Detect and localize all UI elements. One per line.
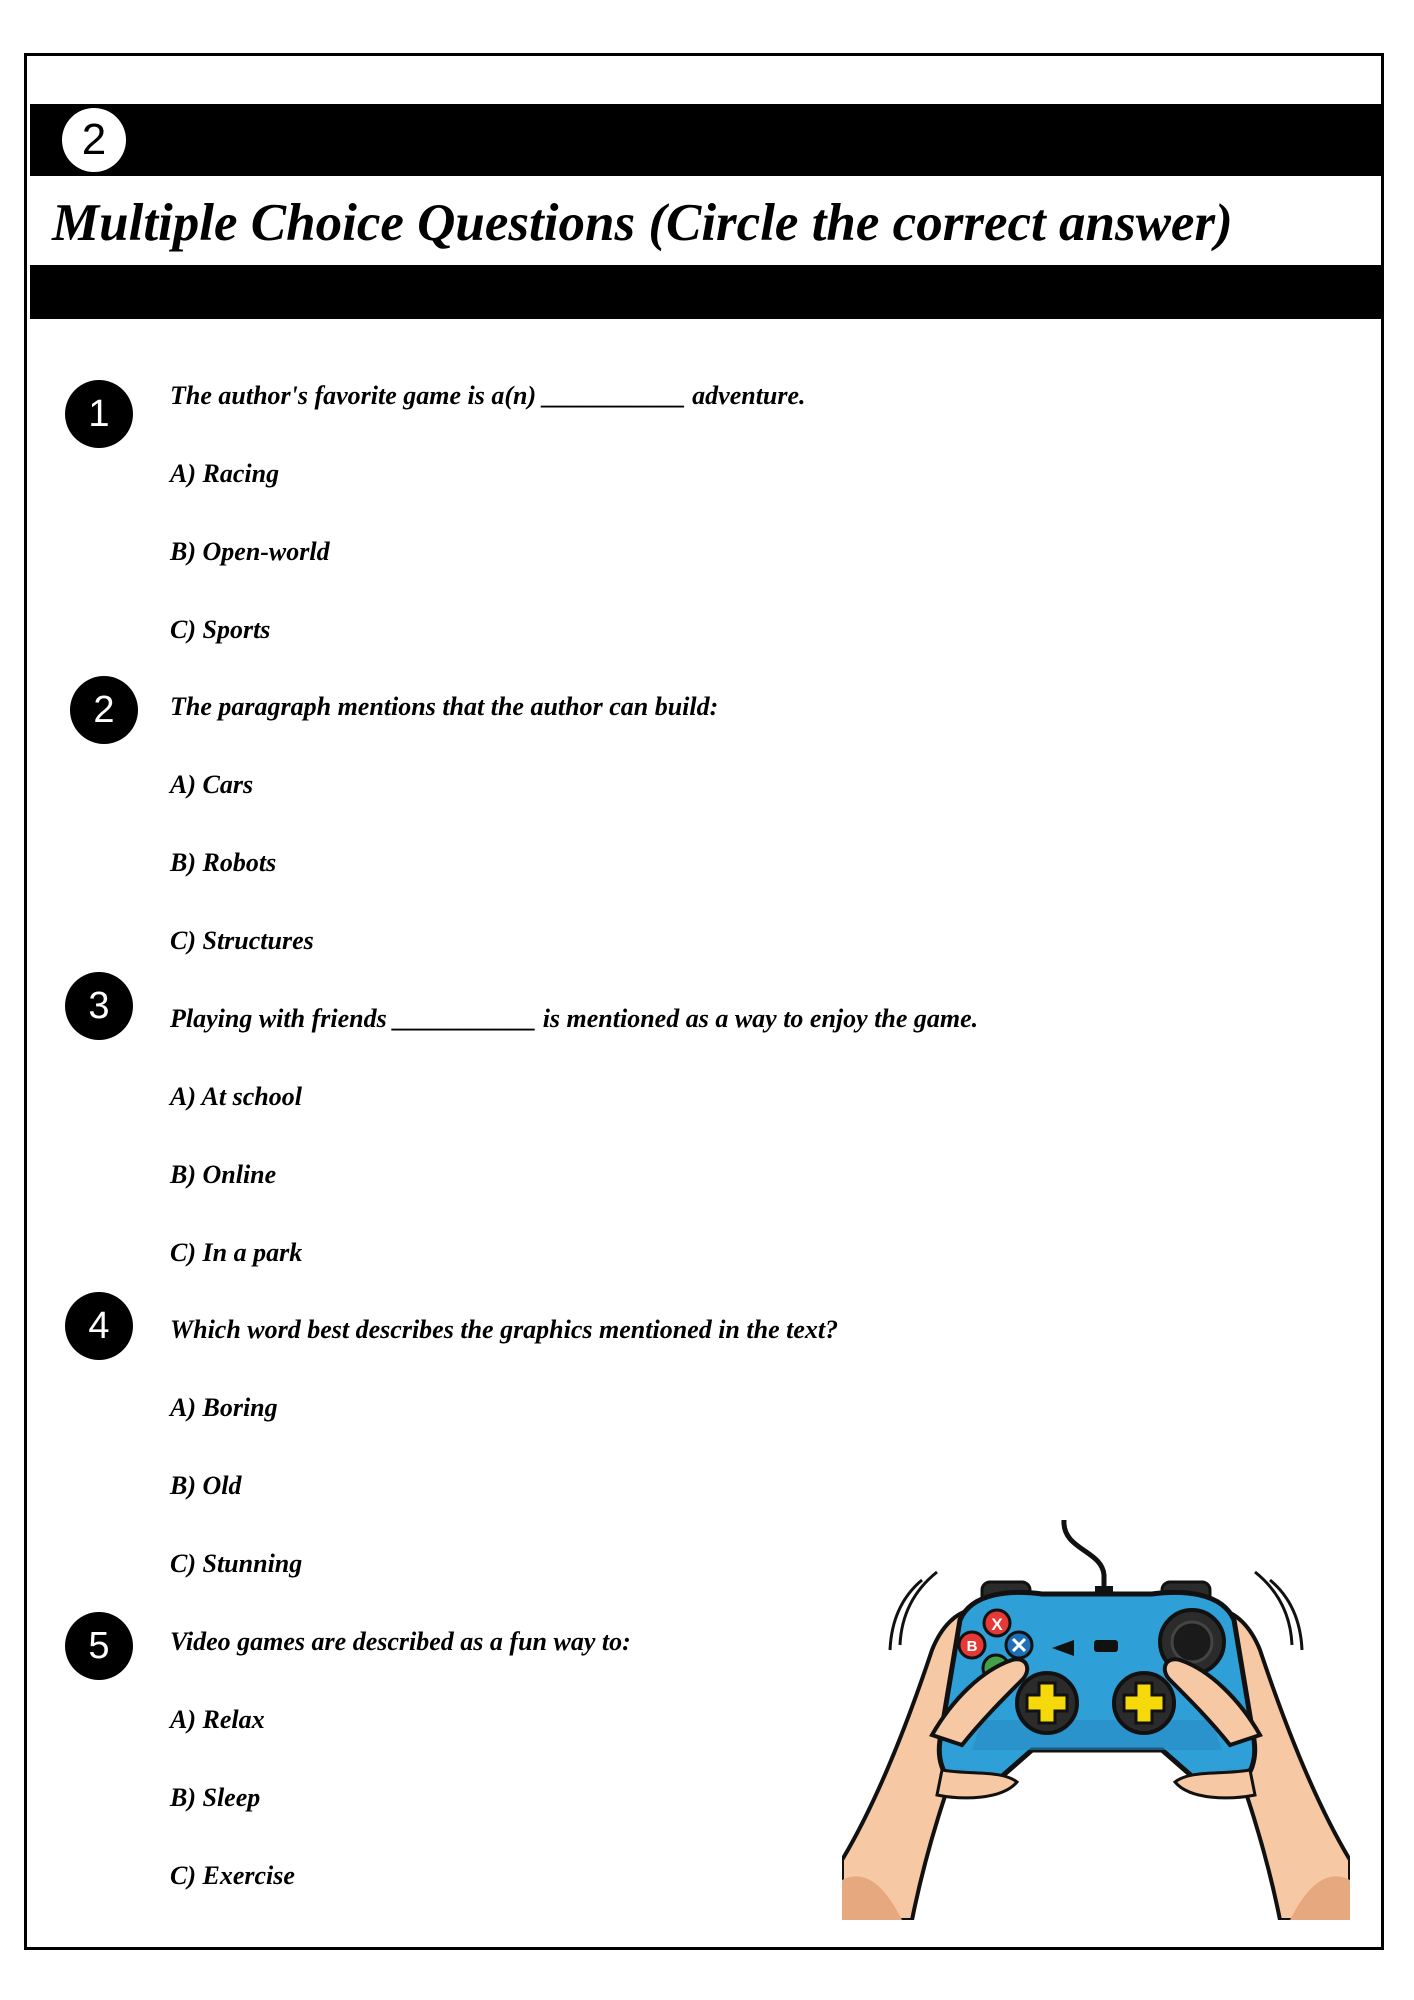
section-number-badge: 2 [62, 108, 126, 172]
question-4-option-c[interactable]: C) Stunning [170, 1549, 303, 1578]
question-number-3: 3 [65, 972, 133, 1040]
question-number-5: 5 [65, 1612, 133, 1680]
question-1-option-c[interactable]: C) Sports [170, 615, 271, 644]
question-2-text: The paragraph mentions that the author can build: [170, 692, 719, 721]
question-5-text: Video games are described as a fun way to: [170, 1627, 631, 1656]
header-bar-bottom [30, 265, 1383, 319]
question-3-option-a[interactable]: A) At school [170, 1082, 302, 1111]
question-1-option-b[interactable]: B) Open-world [170, 537, 330, 566]
question-4-text: Which word best describes the graphics mentioned in the text? [170, 1315, 839, 1344]
question-3-option-b[interactable]: B) Online [170, 1160, 277, 1189]
header-bar-top [30, 104, 1383, 176]
page-title: Multiple Choice Questions (Circle the correct answer) [52, 194, 1233, 252]
question-number-4: 4 [65, 1292, 133, 1360]
question-2-option-a[interactable]: A) Cars [170, 770, 254, 799]
question-5-option-b[interactable]: B) Sleep [170, 1783, 261, 1812]
question-4-option-a[interactable]: A) Boring [170, 1393, 278, 1422]
controller-b-label: B [966, 1638, 978, 1655]
question-3-option-c[interactable]: C) In a park [170, 1238, 303, 1267]
question-1-text: The author's favorite game is a(n) ___________ adventure. [170, 381, 806, 410]
game-controller-hands-icon [842, 1520, 1350, 1920]
question-2-option-c[interactable]: C) Structures [170, 926, 314, 955]
question-number-2: 2 [70, 676, 138, 744]
question-1-option-a[interactable]: A) Racing [170, 459, 280, 488]
question-number-1: 1 [65, 380, 133, 448]
question-5-option-c[interactable]: C) Exercise [170, 1861, 295, 1890]
question-4-option-b[interactable]: B) Old [170, 1471, 242, 1500]
question-5-option-a[interactable]: A) Relax [170, 1705, 265, 1734]
question-3-text: Playing with friends ___________ is mentioned as a way to enjoy the game. [170, 1004, 979, 1033]
controller-x-label: X [991, 1615, 1003, 1634]
question-2-option-b[interactable]: B) Robots [170, 848, 277, 877]
